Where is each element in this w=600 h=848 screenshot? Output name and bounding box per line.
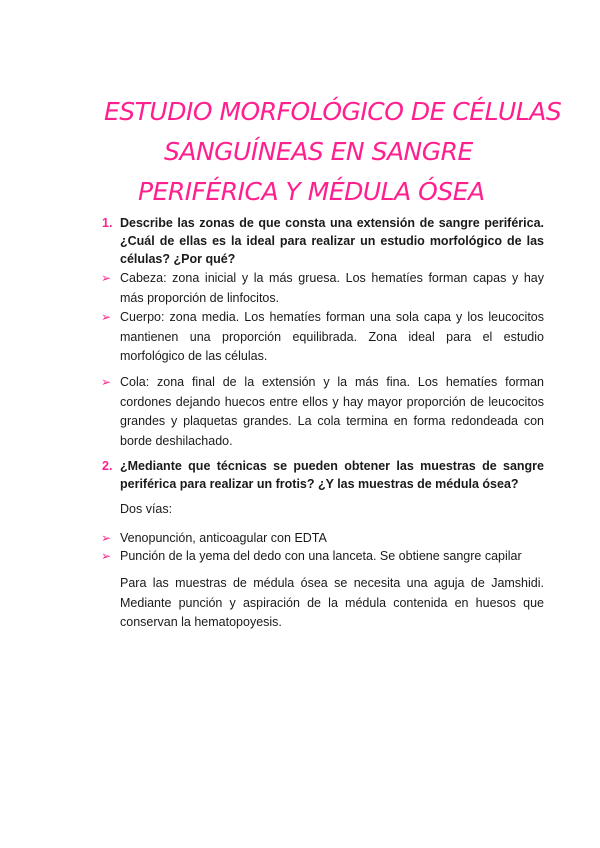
arrowhead-bullet-icon: ➢ bbox=[101, 375, 112, 389]
q2-bullet-venopuncion: Venopunción, anticoagular con EDTA bbox=[120, 531, 327, 545]
q2-closing: Para las muestras de médula ósea se necesita una aguja de Jamshidi. Mediante punción y aspiración de la médula contenida en huesos que conservan la hematopoyesis. bbox=[120, 576, 544, 629]
q2-bullet-puncion: Punción de la yema del dedo con una lanceta. Se obtiene sangre capilar bbox=[120, 549, 522, 563]
q1-bullet-cabeza: Cabeza: zona inicial y la más gruesa. Los hematíes forman capas y hay más proporción de linfocitos. bbox=[120, 271, 544, 305]
arrowhead-bullet-icon: ➢ bbox=[101, 271, 112, 285]
question-2-text: ¿Mediante que técnicas se pueden obtener las muestras de sangre periférica para realizar un frotis? ¿Y las muestras de médula ósea? bbox=[120, 459, 544, 491]
q1-bullet-cola: Cola: zona final de la extensión y la más fina. Los hematíes forman cordones dejando huecos entre ellos y hay mayor proporción de leucocitos grandes y plaquetas grandes. La cola termina en forma redondeada con borde deshilachado. bbox=[120, 375, 544, 448]
arrowhead-bullet-icon: ➢ bbox=[101, 549, 112, 563]
arrowhead-bullet-icon: ➢ bbox=[101, 531, 112, 545]
title-line-2: SANGUÍNEAS EN SANGRE bbox=[164, 137, 473, 166]
question-1-number: 1. bbox=[102, 216, 113, 230]
question-2-number: 2. bbox=[102, 459, 113, 473]
q1-bullet-cuerpo: Cuerpo: zona media. Los hematíes forman una sola capa y los leucocitos mantienen una proporción equilibrada. Zona ideal para el estudio morfológico de las células. bbox=[120, 310, 544, 363]
arrowhead-bullet-icon: ➢ bbox=[101, 310, 112, 324]
question-1-text: Describe las zonas de que consta una extensión de sangre periférica. ¿Cuál de ellas es la ideal para realizar un estudio morfológico de las células? ¿Por qué? bbox=[120, 216, 544, 266]
title-line-1: ESTUDIO MORFOLÓGICO DE CÉLULAS bbox=[104, 97, 562, 126]
title-line-3: PERIFÉRICA Y MÉDULA ÓSEA bbox=[138, 177, 485, 206]
q2-intro: Dos vías: bbox=[120, 502, 173, 516]
